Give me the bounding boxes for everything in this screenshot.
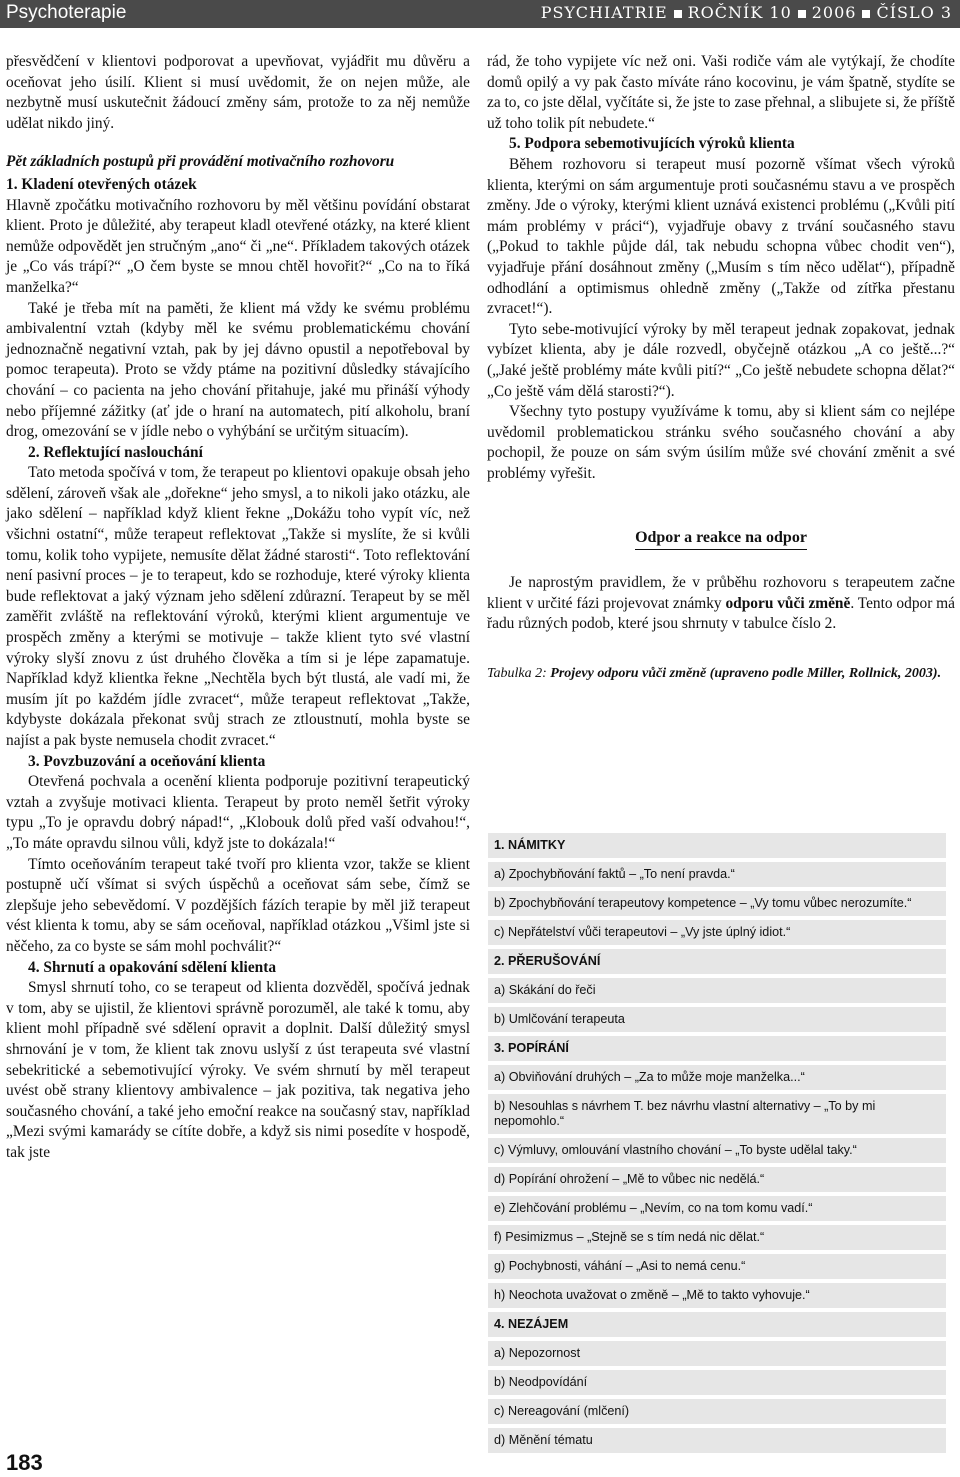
table-row: c) Výmluvy, omlouvání vlastního chování – „To byste udělal taky.“ xyxy=(488,1138,946,1163)
table-row: b) Umlčování terapeuta xyxy=(488,1007,946,1032)
table-row: a) Nepozornost xyxy=(488,1341,946,1366)
table-row: d) Popírání ohrožení – „Mě to vůbec nic nedělá.“ xyxy=(488,1167,946,1192)
emphasis-bold: odporu vůči změně xyxy=(725,594,851,612)
table-row: f) Pesimizmus – „Stejně se s tím nedá nic dělat.“ xyxy=(488,1225,946,1250)
step-heading: 3. Povzbuzování a oceňování klienta xyxy=(28,752,266,770)
left-column xyxy=(6,52,470,1163)
paragraph: přesvědčení v klientovi podporovat a upevňovat, vyjádřit mu důvěru a oceňovat jeho úsilí. Klient si musí uvědomit, že on nejen může, ale nezbytně musí uskutečnit žádoucí změny sám, protože to za něj nemůže udělat nikdo jiný. xyxy=(6,53,470,132)
paragraph: Tímto oceňováním terapeut také tvoří pro klienta vzor, takže se klient postupně učí všímat si svých úspěchů a oceňovat sám sebe, čímž se zlepšuje jeho sebevědomí. V pozdějších fázích terapie by měl již terapeut vést klienta k tomu, aby se sám oceňoval, například otázkou „Všiml jste si něčeho, za co byste se sám mohl pochválit?“ xyxy=(6,855,470,955)
paragraph: Během rozhovoru si terapeut musí pozorně všímat všech výroků klienta, kterými on sám argumentuje proti současnému stavu a ve prospěch změny. Jde o výroky, kterými klient uznává existenci problému („Kvůli pití mám problémy v práci“), vyjadřuje obavy z trvání současného stavu („Pokud to takhle půjde dál, tak nebudu schopna vůbec chodit ven“), vyjadřuje přání dosáhnout změny („Musím s tím něco udělat“), případně odhodlání a optimismus ohledně změny („Takže od zítřka přestanu zvracet!“). xyxy=(487,155,955,318)
paragraph: Všechny tyto postupy využíváme k tomu, aby si klient sám co nejlépe uvědomil problematickou stránku svého současného chování a aby pochopil, že pouze on sám svým úsilím může své chování změnit a své problémy vyřešit. xyxy=(487,403,955,482)
table-row: c) Nepřátelství vůči terapeutovi – „Vy jste úplný idiot.“ xyxy=(488,920,946,945)
table-row: a) Obviňování druhých – „Za to může moje manželka...“ xyxy=(488,1065,946,1090)
separator-square-icon xyxy=(862,10,870,18)
table-row: b) Neodpovídání xyxy=(488,1370,946,1395)
separator-square-icon xyxy=(798,10,806,18)
table-category-row: 3. POPÍRÁNÍ xyxy=(488,1036,946,1061)
table-caption xyxy=(487,665,955,683)
header-journal-name: PSYCHIATRIE xyxy=(540,3,668,22)
table-row: a) Skákání do řeči xyxy=(488,978,946,1003)
step-heading: 1. Kladení otevřených otázek xyxy=(6,175,197,193)
paragraph: Tato metoda spočívá v tom, že terapeut po klientovi opakuje obsah jeho sdělení, zároveň však ale „dořekne“ jeho smysl, a to nikoli jako otázku, ale jako sdělení – například když klient řekne „Dokážu toho vypít víc, než všichni ostatní“, může terapeut reflektovat „Takže si myslíte, že si kvůli tomu, kolik toho vypijete, nemusíte dělat žádné starosti“. Toto reflektování není pasivní proces – je to terapeut, kdo se rozhoduje, které výroky klienta bude reflektovat a jaký význam jeho sdělení zdůrazní. Terapeut by se měl zaměřit zvláště na reflektování výroků, kterými klient argumentuje ve prospěch změny a kterými se motivuje – takže klient tyto své vlastní výroky slyší znovu z úst druhého člověka a tím si je lépe zapamatuje. Například když klientka řekne „Nechtěla bych být tlustá, ale vadí mi, že musím jít po každém jídle zvracet“, může terapeut reflektovat „Takže, kdybyste dokázala překonat svůj strach ze ztloustnutí, mohla byste se najíst a pak byste nemusela chodit zvracet.“ xyxy=(6,464,470,749)
paragraph: Také je třeba mít na paměti, že klient má vždy ke svému problému ambivalentní vztah (kdyby měl ke svému problematickému chování jednoznačně negativní vztah, pak by jej dávno opustil a nepotřeboval by pomoc terapeuta). Proto se vždy ptáme na pozitivní důsledky stávajícího chování – co pacienta na jeho chování přitahuje, jaké mu přináší výhody nebo příjemné zážitky (ať jde o hraní na automatech, pití alkoholu, braní drog, omezování se v jídle nebo o vyhýbání se určitým situacím). xyxy=(6,299,470,441)
table-row: b) Nesouhlas s návrhem T. bez návrhu vlastní alternativy – „To by mi nepomohlo.“ xyxy=(488,1094,946,1134)
paragraph: rád, že toho vypijete víc než oni. Vaši rodiče vám ale vytýkají, že chodíte domů opilý a vy pak často míváte ráno kocovinu, je vám špatně, stydíte se za to, co jste dělal, vyčítáte si, že jste to zase přehnal, a slibujete si, že příště už toho tolik pít nebudete.“ xyxy=(487,53,955,132)
header-volume: ROČNÍK 10 xyxy=(687,3,792,22)
table-row: a) Zpochybňování faktů – „To není pravda.“ xyxy=(488,862,946,887)
header-year: 2006 xyxy=(811,3,857,22)
paragraph-end: . Tento odpor má řadu různých podob, které jsou shrnuty v tabulce číslo 2. xyxy=(487,594,955,633)
running-header xyxy=(0,0,960,28)
step-heading: 4. Shrnutí a opakování sdělení klienta xyxy=(28,958,277,976)
table-row: c) Nereagování (mlčení) xyxy=(488,1399,946,1424)
paragraph: Tyto sebe-motivující výroky by měl terapeut jednak zopakovat, jednak vybízet klienta, aby je dále rozvedl, obyčejně otázkou „A co ještě...?“ („Jaké ještě problémy máte kvůli pití?“ „Co ještě nebudete schopna dělat?“ „Co ještě vám dělá starosti?“). xyxy=(487,320,955,400)
table-row: d) Měnění tématu xyxy=(488,1428,946,1453)
caption-label: Tabulka 2: xyxy=(487,665,547,681)
page-number: 183 xyxy=(6,1450,43,1475)
table-category-row: 1. NÁMITKY xyxy=(488,833,946,858)
paragraph xyxy=(487,573,955,635)
step-heading: 5. Podpora sebemotivujících výroků klienta xyxy=(509,135,795,153)
table-category-row: 2. PŘERUŠOVÁNÍ xyxy=(488,949,946,974)
table-category-row: 4. NEZÁJEM xyxy=(488,1312,946,1337)
table-row: h) Neochota uvažovat o změně – „Mě to takto vyhovuje.“ xyxy=(488,1283,946,1308)
header-journal-info xyxy=(541,3,952,22)
section-title xyxy=(487,528,955,549)
separator-square-icon xyxy=(674,10,682,18)
paragraph-start: Je naprostým pravidlem, že v průběhu rozhovoru s terapeutem začne klient v určité fázi projevovat známky xyxy=(487,574,955,612)
table-row: g) Pochybnosti, váhání – „Asi to nemá cenu.“ xyxy=(488,1254,946,1279)
header-issue: ČÍSLO 3 xyxy=(876,3,952,22)
step-heading: 2. Reflektující naslouchání xyxy=(28,443,203,461)
table-row: b) Zpochybňování terapeutovy kompetence – „Vy tomu vůbec nerozumíte.“ xyxy=(488,891,946,916)
paragraph: Otevřená pochvala a ocenění klienta podporuje pozitivní terapeutický vztah a zvyšuje motivaci klienta. Terapeut by proto neměl šetřit výroky typu „To je opravdu dobrý nápad!“, „Klobouk dolů před vaší odvahou!“, „To máte opravdu silnou vůli, když jste to dokázala!“ xyxy=(6,773,470,852)
resistance-table xyxy=(488,833,946,1457)
paragraph: Smysl shrnutí toho, co se terapeut od klienta dozvěděl, spočívá jednak v tom, aby se ujistil, že klientovi správně porozuměl, ale také k tomu, aby klient mohl případně své sdělení opravit a doplnit. Další důležitý smysl shrnování je v tom, že klient tak znovu uslyší z úst terapeuta své vlastní sebekritické a sebemotivující výroky. Ve svém shrnutí by měl terapeut uvést obě strany klientovy ambivalence – jak pozitiva, tak negativa jeho současného chování, a také jeho emoční reakce na současný stav, například „Mezi svými kamarády se cítíte dobře, a když sis nimi posedíte v hospodě, tak jste xyxy=(6,979,470,1161)
subsection-heading: Pět základních postupů při provádění motivačního rozhovoru xyxy=(6,153,395,171)
right-column xyxy=(487,52,955,683)
header-section-title: Psychoterapie xyxy=(6,2,127,23)
caption-text: Projevy odporu vůči změně (upraveno podle Miller, Rollnick, 2003). xyxy=(546,665,942,681)
section-title-text: Odpor a reakce na odpor xyxy=(635,529,807,550)
paragraph: Hlavně zpočátku motivačního rozhovoru by měl většinu povídání obstarat klient. Proto je důležité, aby terapeut kladl otevřené otázky, na které klient nemůže odpovědět jen stručným „ano“ či „ne“. Příkladem takových otázek je „Co vás trápí?“ „O čem byste se mnou chtěl hovořit?“ „Co na to říká manželka?“ xyxy=(6,196,470,296)
table-row: e) Zlehčování problému – „Nevím, co na tom komu vadí.“ xyxy=(488,1196,946,1221)
